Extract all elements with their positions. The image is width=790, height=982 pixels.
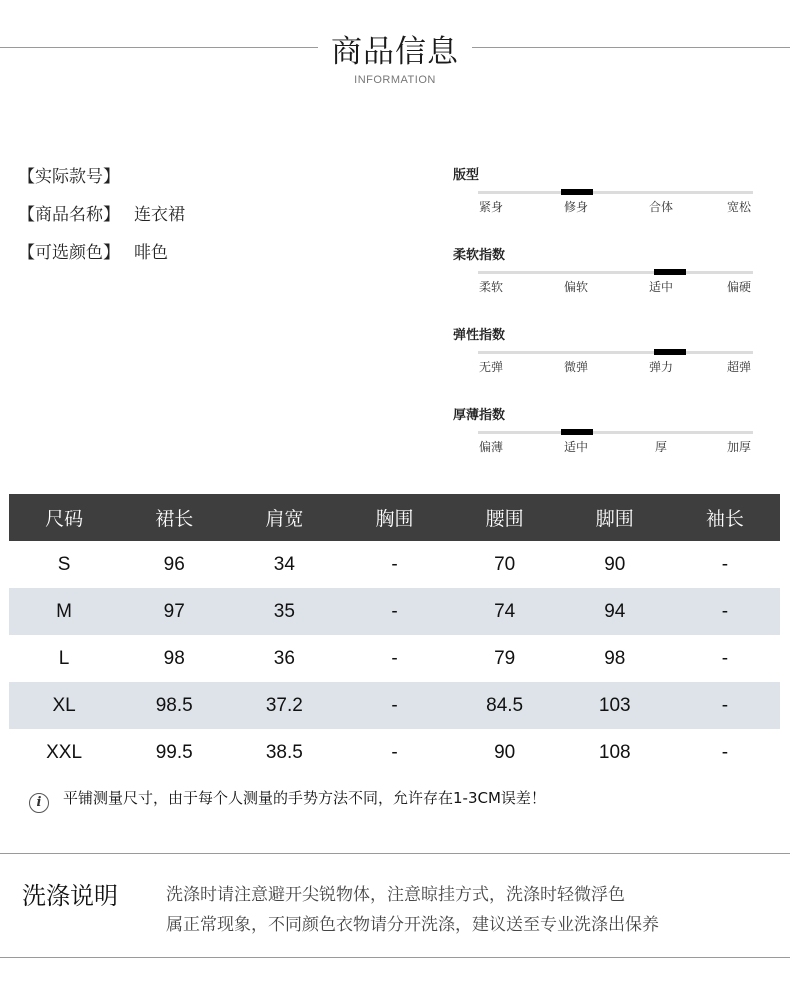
table-cell: - xyxy=(391,647,398,669)
table-cell: 99.5 xyxy=(155,741,193,763)
header-cell: 袖长 xyxy=(670,494,780,541)
scale-title: 版型 xyxy=(453,168,480,183)
scale-3 xyxy=(453,328,753,408)
size-table-header xyxy=(9,494,780,541)
table-cell: - xyxy=(721,553,729,575)
info-label: 【可选颜色】 xyxy=(18,243,120,263)
table-cell: - xyxy=(721,647,729,669)
attribute-scales xyxy=(453,168,753,488)
header-cell: 裙长 xyxy=(119,494,229,541)
table-row xyxy=(9,729,780,776)
page-subtitle: INFORMATION xyxy=(354,74,436,86)
table-cell: 79 xyxy=(494,647,516,669)
scale-marker xyxy=(654,349,686,355)
scale-option: 偏软 xyxy=(563,280,588,294)
header-cell: 脚围 xyxy=(560,494,670,541)
washing-line: 洗涤时请注意避开尖锐物体，注意晾挂方式，洗涤时轻微浮色 xyxy=(166,885,625,905)
scale-track xyxy=(478,431,753,434)
scale-option: 微弹 xyxy=(563,360,588,374)
table-cell: - xyxy=(391,553,398,575)
product-info xyxy=(18,166,185,280)
scale-track xyxy=(478,191,753,194)
info-row-product-name xyxy=(18,204,185,242)
note-text: 平铺测量尺寸，由于每个人测量的手势方法不同，允许存在1-3CM误差！ xyxy=(63,789,546,807)
page-title: 商品信息 xyxy=(331,34,459,70)
table-cell: XXL xyxy=(46,741,83,763)
table-cell: 103 xyxy=(560,682,670,729)
washing-title: 洗涤说明 xyxy=(22,882,118,910)
table-row xyxy=(9,541,780,588)
info-row-color xyxy=(18,242,185,280)
size-table xyxy=(9,494,780,776)
washing-instructions xyxy=(166,880,659,940)
scale-option: 紧身 xyxy=(478,200,503,214)
table-cell: 90 xyxy=(494,741,516,763)
scale-option: 修身 xyxy=(563,200,588,214)
info-label: 【实际款号】 xyxy=(18,167,120,187)
table-cell: 38.5 xyxy=(265,741,303,763)
scale-title: 弹性指数 xyxy=(453,328,506,343)
table-cell: 37.2 xyxy=(229,682,339,729)
info-icon: i xyxy=(29,793,49,813)
scale-title: 厚薄指数 xyxy=(453,408,506,423)
info-label: 【商品名称】 xyxy=(18,205,120,225)
scale-marker xyxy=(654,269,686,275)
table-cell: 34 xyxy=(273,553,295,575)
scale-option: 宽松 xyxy=(726,200,751,214)
table-cell: XL xyxy=(9,682,119,729)
scale-option: 厚 xyxy=(654,440,667,454)
header-cell: 腰围 xyxy=(450,494,560,541)
header-cell: 尺码 xyxy=(9,494,119,541)
scale-option: 偏薄 xyxy=(478,440,503,454)
scale-option: 适中 xyxy=(648,280,673,294)
table-cell: - xyxy=(721,741,729,763)
table-cell: 90 xyxy=(604,553,626,575)
scale-1 xyxy=(453,168,753,248)
header-cell: 胸围 xyxy=(339,494,449,541)
table-cell: - xyxy=(670,682,780,729)
table-cell: - xyxy=(670,588,780,635)
scale-option: 适中 xyxy=(563,440,588,454)
scale-2 xyxy=(453,248,753,328)
table-cell: L xyxy=(58,647,70,669)
info-value: 啡色 xyxy=(134,243,168,263)
table-cell: 74 xyxy=(450,588,560,635)
table-cell: 108 xyxy=(598,741,631,763)
table-cell: 97 xyxy=(119,588,229,635)
scale-option: 弹力 xyxy=(648,360,673,374)
table-cell: 70 xyxy=(494,553,516,575)
table-cell: 94 xyxy=(560,588,670,635)
scale-option: 无弹 xyxy=(478,360,503,374)
scale-marker xyxy=(561,189,593,195)
table-cell: 84.5 xyxy=(450,682,560,729)
scale-4 xyxy=(453,408,753,488)
header-cell: 肩宽 xyxy=(229,494,339,541)
scale-option: 柔软 xyxy=(478,280,503,294)
info-value: 连衣裙 xyxy=(134,205,185,225)
scale-marker xyxy=(561,429,593,435)
scale-track xyxy=(478,351,753,354)
table-cell: 35 xyxy=(229,588,339,635)
table-row xyxy=(9,682,780,729)
section-divider-bottom xyxy=(0,957,790,958)
table-cell: - xyxy=(339,682,449,729)
table-cell: - xyxy=(339,588,449,635)
table-cell: 98.5 xyxy=(119,682,229,729)
info-row-style-number xyxy=(18,166,185,204)
washing-line: 属正常现象，不同颜色衣物请分开洗涤，建议送至专业洗涤出保养 xyxy=(166,915,659,935)
scale-title: 柔软指数 xyxy=(453,248,506,263)
scale-track xyxy=(478,271,753,274)
scale-option: 合体 xyxy=(648,200,673,214)
table-cell: S xyxy=(57,553,71,575)
table-cell: 96 xyxy=(163,553,185,575)
table-cell: - xyxy=(391,741,398,763)
table-cell: 36 xyxy=(273,647,295,669)
scale-option: 加厚 xyxy=(726,440,751,454)
table-cell: 98 xyxy=(163,647,185,669)
table-cell: M xyxy=(9,588,119,635)
table-cell: 98 xyxy=(604,647,626,669)
section-divider-top xyxy=(0,853,790,854)
scale-option: 偏硬 xyxy=(726,280,751,294)
table-row xyxy=(9,588,780,635)
measurement-note xyxy=(29,787,546,813)
table-row xyxy=(9,635,780,682)
scale-option: 超弹 xyxy=(726,360,751,374)
